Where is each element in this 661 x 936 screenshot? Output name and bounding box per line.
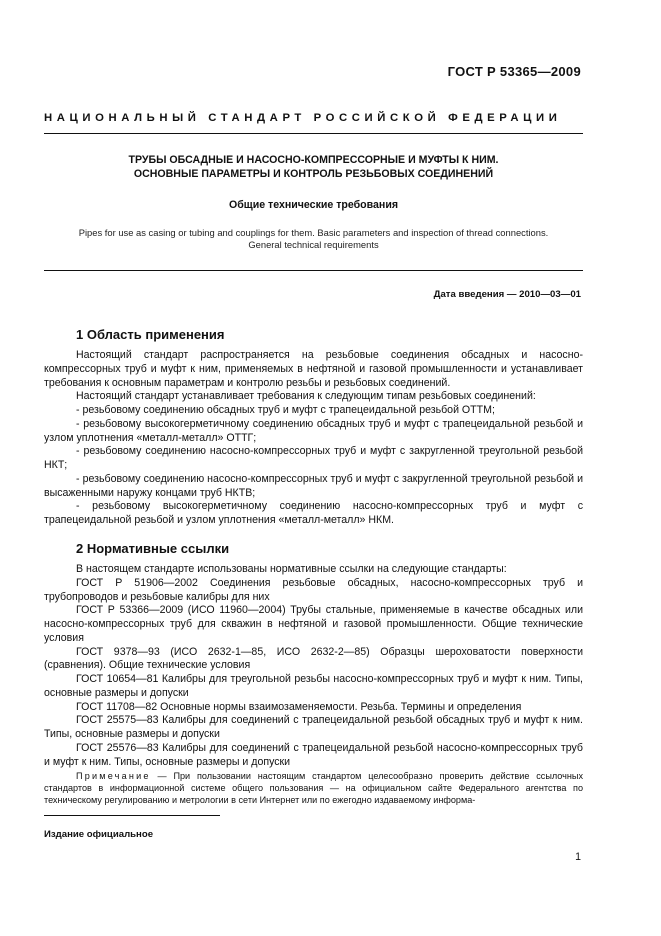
section-1-paragraph: - резьбовому соединению обсадных труб и муфт с трапецеидальной резьбой ОТТМ; [76, 404, 495, 416]
title-line-1: ТРУБЫ ОБСАДНЫЕ И НАСОСНО-КОМПРЕССОРНЫЕ И МУФТЫ К НИМ. [128, 154, 499, 166]
footnote-note [44, 771, 583, 806]
reference-paragraph: В настоящем стандарте использованы нормативные ссылки на следующие стандарты: [76, 563, 507, 575]
reference-paragraph: ГОСТ 25575—83 Калибры для соединений с трапецеидальной резьбой обсадных труб и муфт к ним. Типы, основные размеры и допуски [44, 714, 583, 740]
header-rule [44, 133, 583, 134]
reference-paragraph: ГОСТ Р 53366—2009 (ИСО 11960—2004) Трубы стальные, применяемые в качестве обсадных или насосно-компрессорных труб для скважин в нефтяной и газовой промышленности. Общие технические условия [44, 604, 583, 644]
document-title [44, 153, 583, 181]
section-1-body [44, 349, 583, 528]
section-1-paragraph: - резьбовому соединению насосно-компрессорных труб и муфт с закругленной треугольной резьбой и высаженными наружу концами труб НКТВ; [44, 472, 583, 499]
section-1-paragraph: - резьбовому соединению насосно-компрессорных труб и муфт с закругленной треугольной резьбой НКТ; [44, 445, 583, 471]
national-standard-heading: НАЦИОНАЛЬНЫЙ СТАНДАРТ РОССИЙСКОЙ ФЕДЕРАЦИИ [44, 112, 562, 124]
section-2-body [44, 563, 583, 769]
section-1-paragraph: - резьбовому высокогерметичному соединению насосно-компрессорных труб и муфт с трапецеидальной резьбой и узлом уплотнения «металл-металл» НКМ. [44, 500, 583, 526]
document-code: ГОСТ Р 53365—2009 [447, 64, 581, 79]
section-1-heading: 1 Область применения [76, 327, 225, 342]
section-1-paragraph: Настоящий стандарт устанавливает требования к следующим типам резьбовых соединений: [76, 390, 536, 403]
footer-rule [44, 815, 220, 816]
english-title-line-2: General technical requirements [248, 239, 379, 250]
title-line-2: ОСНОВНЫЕ ПАРАМЕТРЫ И КОНТРОЛЬ РЕЗЬБОВЫХ СОЕДИНЕНИЙ [133, 168, 494, 180]
title-rule [44, 270, 583, 271]
note-text: — При пользовании настоящим стандартом целесообразно проверить действие ссылочных стандартов в информационной системе общего пользования — на официальном сайте Федерального агентства по техническому регулированию и метрологии в сети Интернет или по ежегодно издаваемому информа- [44, 771, 583, 805]
reference-paragraph: ГОСТ 11708—82 Основные нормы взаимозаменяемости. Резьба. Термины и определения [76, 700, 522, 713]
english-title [44, 227, 583, 251]
reference-paragraph: ГОСТ Р 51906—2002 Соединения резьбовые обсадных, насосно-компрессорных труб и трубопроводов и резьбовые калибры для них [44, 576, 583, 603]
english-title-line-1: Pipes for use as casing or tubing and couplings for them. Basic parameters and inspection of thread connections. [78, 227, 549, 238]
section-1-paragraph: Настоящий стандарт распространяется на резьбовые соединения обсадных и насосно-компрессорных труб и муфт к ним, применяемых в нефтяной и газовой промышленности и устанавливает требования к основным параметрам и контролю резьбы и резьбовых соединений. [44, 349, 583, 389]
section-1-paragraph: - резьбовому высокогерметичному соединению обсадных труб и муфт с трапецеидальной резьбой и узлом уплотнения «металл-металл» ОТТГ; [44, 417, 583, 444]
document-subtitle: Общие технические требования [228, 199, 399, 211]
section-2-heading: 2 Нормативные ссылки [76, 541, 230, 556]
introduction-date: Дата введения — 2010—03—01 [433, 289, 581, 300]
reference-paragraph: ГОСТ 25576—83 Калибры для соединений с трапецеидальной резьбой насосно-компрессорных труб и муфт к ним. Типы, основные размеры и допуски [44, 741, 583, 768]
reference-paragraph: ГОСТ 10654—81 Калибры для треугольной резьбы насосно-компрессорных труб и муфт к ним. Типы, основные размеры и допуски [44, 673, 583, 699]
reference-paragraph: ГОСТ 9378—93 (ИСО 2632-1—85, ИСО 2632-2—85) Образцы шероховатости поверхности (сравнения). Общие технические условия [44, 645, 583, 672]
note-label: Примечание [76, 771, 151, 781]
page-number: 1 [575, 851, 581, 863]
official-edition-label: Издание официальное [44, 829, 154, 840]
